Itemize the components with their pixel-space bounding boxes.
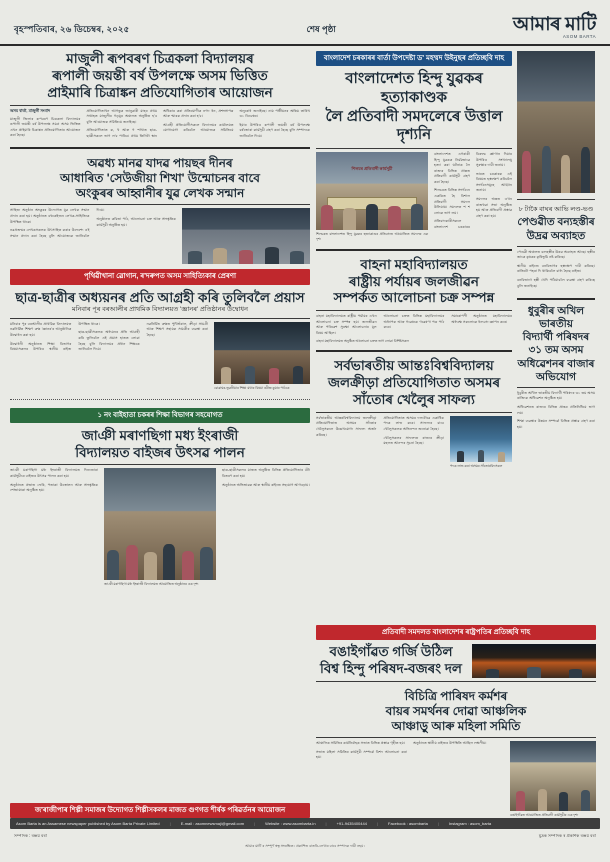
photo-figures (316, 194, 428, 230)
headline-line-1: মাজুলী ৰূপবৰণ চিত্ৰকলা বিদ্যালয়ৰ (66, 51, 254, 66)
paragraph: ইয়াৰ উপৰিও ৰূপালী জয়ন্তী বৰ্ষ উপলক্ষে বৰ্ষজোৰা কাৰ্যসূচী গ্ৰহণ কৰা হৈছে বুলি সম্পাদকে জানিবলৈ দিয়ে। (239, 122, 310, 138)
photo-protest-rally (316, 152, 428, 230)
figure (542, 146, 551, 193)
headline-line-1: ধুবুৰীৰ অখিল ভাৰতীয় (527, 305, 585, 331)
paragraph: সভাত মহিলা সমিতিৰ কাৰ্যসূচী সম্পৰ্কে বিশদ আলোচনা কৰা হয়। (316, 749, 407, 760)
figure (293, 366, 304, 384)
paragraph: অনুষ্ঠানত প্ৰভাত ফেৰি, পতাকা উত্তোলন আৰু সাংস্কৃতিক শোভাযাত্ৰা অনুষ্ঠিত হয়। (10, 482, 98, 493)
footer-printer-publisher: মুদ্ৰক সম্পাদক ৰ প্ৰকাশক ৰঞ্জয় বৰা (538, 833, 596, 838)
footer-contact-bar (10, 818, 600, 829)
figure (239, 250, 253, 265)
article-row (10, 322, 310, 391)
paragraph: বাহনা মহাবিদ্যালয়ত ৰাষ্ট্ৰীয় পৰ্যায়ৰ এখন আলোচনা চক্ৰ সম্পন্ন হয়। জলজীৱন আৰু পৰিৱেশ সুৰক্ষা আলোচনাৰ মূল বিষয় আছিল। (316, 314, 377, 335)
article-body (517, 391, 595, 430)
divider-dot: | (169, 821, 171, 826)
headline-line-2: লৈ প্ৰতিবাদী সমদলেৰে উত্তাল দৃশ্যনি (325, 107, 503, 144)
figure (581, 147, 590, 193)
paragraph: নৱপ্ৰজন্মৰ লেখকসকলক উৎসাহিত কৰাৰ উদ্দেশ্যে এই সন্মান প্ৰদান কৰা হৈছে বুলি আয়োজকে জানিবলৈ দিয়ে। (10, 208, 105, 238)
headline: ছাত্ৰ-ছাত্ৰীৰ অধ্যয়নৰ প্ৰতি আগ্ৰহী কৰি তুলিবলৈ প্ৰয়াস (15, 289, 305, 305)
paragraph: সমাৰোপণী অনুষ্ঠানত মহাবিদ্যালয়ৰ অধ্যক্ষে সকলোকে ধন্যবাদ জ্ঞাপন কৰে। (451, 314, 512, 324)
paragraph: স্থানীয় ৰাইজে বনবিভাগৰ হস্তক্ষেপ দাবী কৰিছে। ৰাতিটো পহৰা দি থাকিবলৈ বাধ্য হৈছে ৰাইজ। (517, 263, 595, 274)
footer-imprint (10, 829, 600, 840)
paragraph: প্ৰতিযোগিতাত অসমৰ দলটোৱে একাধিক পদক লাভ কৰে। সাফল্যৰ বাবে খেলুৈসকলক অভিনন্দন জনোৱা হৈছে। (383, 415, 444, 432)
figure (163, 544, 175, 580)
figure (265, 247, 279, 264)
headline-line-3: সম্পৰ্কত আলোচনা চক্ৰ সম্পন্ন (333, 290, 495, 306)
headline-line-2: উদ্ৰৱ অব্যাহত (526, 229, 586, 242)
divider (316, 350, 512, 352)
photo-caption: পদক লাভ কৰা অসমৰ সাঁতোৰবিদসকল (450, 463, 503, 468)
publication-date: বৃহস্পতিবাৰ, ২৬ ডিচেম্বৰ, ২০২৫ (14, 24, 130, 34)
paragraph: মনিবাৰ পূৰ বৰআলীৰ প্ৰাথমিক বিদ্যালয়ত নৱনিৰ্মিত শিক্ষণ কক্ষ 'জ্ঞানৰ'ৰ আনুষ্ঠানিক উদ্বোধন কৰা হয়। (10, 321, 72, 337)
headline-line-3: সাঁতোৰ খেলুৈৰ সাফল্য (353, 392, 475, 408)
kicker: ৮ টাকৈ বাঘৰ আভি লণ্ড-ভণ্ড (518, 206, 594, 213)
right-side-column (517, 51, 595, 621)
divider (10, 105, 310, 106)
paragraph: ভাৰত চৰকাৰক এই বিষয়ত হস্তক্ষেপ কৰিবলৈ সংগঠনসমূহে আহ্বান জনায়। (476, 171, 512, 193)
photo-swimmers (450, 416, 512, 462)
paragraph: শিলচৰত বিভিন্ন সংগঠনে একত্ৰিত হৈ বিশাল প্ৰতিবাদী সমদল উলিয়ায়। সমদলত শ শ লোকে ভাগ লয়। (434, 188, 470, 215)
headline-line-1: অৱধ্য মানৱ যাদৱ পায়ছৰ দীনৰ (87, 156, 233, 171)
paragraph: অধিৱেশনত ৰাজ্যৰ বিভিন্ন প্ৰান্তৰ প্ৰতিনিধিয়ে ভাগ লয়। (517, 404, 595, 415)
photo-caption: বাহনা মহাবিদ্যালয়ত অনুষ্ঠিত আলোচনা চক্ৰত ভাগ লোৱা বিশিষ্টসকল (316, 338, 409, 343)
article-body (10, 109, 310, 140)
paragraph: সাহিত্য অনুষ্ঠান অংকুৰৰ উদ্যোগত যুৱ লেখক সন্মান প্ৰদান কৰা হয়। অনুষ্ঠানত বহুকেইজন লেখক-সাহিত্যিক উপস্থিত থাকে। (10, 208, 90, 224)
paragraph: বাংলাদেশত এগৰাকী হিন্দু যুৱকক নিৰ্মমভাৱে হত্যা কৰা ঘটনাক লৈ ৰাজ্যৰ বিভিন্ন প্ৰান্তত প্ৰতিবাদী কাৰ্যসূচী গ্ৰহণ কৰা হৈছে। (434, 152, 470, 184)
article-body-left (10, 468, 98, 587)
footer-editor: সম্পাদক : ৰঞ্জয় বৰা (14, 833, 47, 838)
paragraph: শিক্ষা ব্যৱস্থাৰ উন্নয়ন সম্পৰ্কে বিভিন্ন প্ৰস্তাৱ গ্ৰহণ কৰা হয়। (517, 419, 595, 429)
banner-education-dept: ১ নং বাইহাতা চকৰৰ শিক্ষা বিভাগৰ সহযোগত (10, 408, 310, 423)
photo-caption: শিলচৰত বাংলাদেশত হিন্দু যুৱকৰ হত্যাকাণ্ডৰ প্ৰতিবাদত আয়োজিত সমদলৰ এক দৃশ্য (316, 232, 428, 241)
divider (517, 298, 595, 300)
right-main (316, 51, 512, 621)
figure (478, 450, 485, 462)
headline-line-2: বিদ্যালয়ত বাইজৰ উৎসৱ পালন (75, 444, 245, 460)
article-row (316, 416, 512, 469)
divider (10, 204, 310, 205)
photo-block (510, 741, 596, 818)
headline-line-1: বাংলাদেশত হিন্দু যুৱকৰ হত্যাকাণ্ডক (345, 70, 483, 106)
figure (486, 669, 500, 679)
article-regional-committee (316, 689, 596, 818)
paragraph: উদ্বোধনী অনুষ্ঠানত শিক্ষা বিভাগৰ বিষয়াসকলৰ উপৰিও স্থানীয় ৰাইজ উপস্থিত থাকে। (10, 321, 100, 352)
photo-banner-text: শিলচৰ প্ৰতিবাদী কাৰ্যসূচী (351, 166, 393, 172)
subheadline: মনিবাৰ পূৰ বৰআলীৰ প্ৰাথমিক বিদ্যালয়ত 'জ্ঞানৰ' প্ৰতিষ্ঠানৰ উদ্বোধন (72, 306, 248, 314)
photo-caption: জাঞী মৰাণছিগা মধ্য ইংৰাজী বিদ্যালয়ত আয়োজিত অনুষ্ঠানৰ এক দৃশ্য (104, 582, 199, 587)
spacer (10, 592, 310, 798)
paragraph: ধুবুৰীত অখিল ভাৰতীয় বিদ্যাৰ্থী পৰিষদৰ ৩১ তম অসম ৰাজ্যিক অধিৱেশন অনুষ্ঠিত হয়। (517, 390, 595, 401)
divider (316, 148, 512, 149)
paragraph: পেণ্ডৱী অঞ্চলত বন্যহস্তীৰ উদ্ৰৱ অব্যাহত আছে। হস্তীৰ জাকে কৃষকৰ কৃষিভূমি নষ্ট কৰিছে। (517, 249, 595, 260)
figure (221, 367, 232, 384)
article-body (517, 250, 595, 289)
figure (366, 204, 378, 231)
paragraph: প্ৰতিবাদকাৰীসকলে বাংলাদেশ চৰকাৰৰ বিৰুদ্ধে শ্লোগান দিয়াৰ উপৰিও সংখ্যালঘু সুৰক্ষাৰ দাবী জনায়। (434, 152, 512, 229)
footer-phone: +91-9435400444 (336, 821, 367, 826)
divider (316, 310, 512, 311)
divider-dot: | (325, 821, 327, 826)
photo-block (182, 208, 310, 264)
article-body (10, 468, 98, 493)
photo-figures (104, 529, 216, 581)
article-body (10, 322, 208, 391)
figure (388, 206, 400, 230)
headline-line-1: জাঞী মৰাণছিগা মধ্য ইংৰাজী (81, 427, 239, 443)
right-column (316, 51, 596, 818)
divider (316, 681, 596, 682)
left-column (10, 51, 310, 818)
divider (10, 464, 310, 465)
right-split (316, 51, 596, 621)
article-gyanar-launch (10, 290, 310, 391)
divider-dot: | (376, 821, 379, 826)
headline-line-1: বঙাইগাঁৱত গৰ্জি উঠিল (329, 644, 453, 660)
footer-publisher-note: Asom Barta is an Assamese newspaper published by Asom Barta Private Limited (16, 821, 160, 826)
figure (343, 208, 355, 230)
divider (10, 318, 310, 319)
photo-figures (517, 128, 595, 193)
headline-line-2: ৰূপালী জয়ন্তী বৰ্ষ উপলক্ষে অসম ভিত্তিত (52, 67, 268, 83)
article-jangi-school-festival (10, 428, 310, 588)
figure (411, 204, 423, 230)
paragraph: অনুষ্ঠানত অভিভাৱক আৰু স্থানীয় ৰাইজে সহযোগ আগবঢ়ায়। (222, 482, 310, 487)
figure (498, 452, 505, 462)
article-row (316, 152, 512, 242)
divider (10, 147, 310, 149)
photo-figures (182, 239, 310, 265)
figure (457, 451, 464, 462)
photo-protest-crowd (517, 51, 595, 193)
headline-line-3: অংকুৰৰ আহ্বানীৰ যুৱ লেখক সন্মান (75, 186, 245, 201)
banner-effigy-burning: প্ৰতিবাদী সমদলত বাংলাদেশৰ ৰাষ্ট্ৰপতিৰ প্ৰতিচ্ছবি দাহ (316, 625, 596, 640)
article-body (434, 152, 512, 242)
photo-school-celebration (104, 468, 216, 580)
paragraph: নৱনিৰ্মিত কক্ষত পুথিভঁৰাল, ক্ৰীড়া সামগ্ৰী আৰু শিক্ষণ সহায়ক সামগ্ৰীৰ ব্যৱস্থা কৰা হৈছে। (146, 321, 208, 337)
article-row (10, 468, 310, 587)
figure (522, 151, 531, 193)
headline-line-2: জলক্ৰীড়া প্ৰতিযোগিতাত অসমৰ (327, 375, 501, 391)
headline-line-3: অধিৱেশনৰ বাজাৰ অভিযোগ (517, 357, 595, 383)
headline-line-1: বিচিত্ৰি পাৰিষদ কৰ্মশৰ (404, 689, 508, 704)
article-bongaigaon-vhp (316, 644, 596, 685)
paragraph: বনবিভাগে হস্তী খেদি পঠিয়াবলৈ ব্যৱস্থা গ্ৰহণ কৰিছে বুলি জনাইছে। (517, 277, 595, 288)
photo-figures (450, 441, 512, 462)
footer-facebook[interactable]: Facebook : asombarta (388, 821, 428, 826)
divider-dot: | (437, 821, 439, 826)
article-body (316, 416, 444, 469)
divider (517, 387, 595, 388)
page-label: শেষ পৃষ্ঠা (306, 24, 336, 34)
headline-line-2: বিশ্ব হিন্দু পৰিষদ-বজৰং দল (320, 661, 462, 677)
paragraph: প্ৰতিযোগিতাখন আগন্তুক জানুৱাৰী মাহৰ প্ৰথম সপ্তাহত মাজুলীৰ গড়মূৰ অঞ্চলত অনুষ্ঠিত হ'ব বুলি আয়োজক সমিতিয়ে জনাইছে। (86, 108, 157, 124)
banner-bangladesh-advisor: বাংলাদেশ চৰকাৰৰ বাৰ্তা উপদেষ্টা ড' মহম্মদ উইনুছৰ প্ৰতিচ্ছবি দাহ (316, 51, 512, 66)
article-row (316, 644, 596, 678)
figure (581, 790, 590, 811)
figure (213, 248, 227, 264)
figure (245, 366, 256, 384)
headline-block (316, 644, 466, 678)
divider (517, 246, 595, 247)
figure (561, 155, 570, 193)
article-body (316, 314, 512, 336)
figure (538, 789, 547, 812)
article-bangladesh-protest (316, 70, 512, 242)
figure (144, 552, 156, 581)
figure (559, 792, 568, 811)
article-body (316, 741, 504, 818)
photo-block (214, 322, 310, 391)
headline-line-3: আঞ্চাড়ু আৰু মহিলা সমিতি (391, 719, 521, 734)
figure (107, 550, 119, 581)
photo-block (316, 152, 428, 242)
paragraph: মাজুলী জিলাৰ ৰূপবৰণ চিত্ৰকলা বিদ্যালয়ৰ ৰূপালী জয়ন্তী বৰ্ষ উপলক্ষে সমগ্ৰ অসম ভিত্তিত এখন প্ৰাইমাৰি চিত্ৰাঙ্কন প্ৰতিযোগিতাৰ আয়োজন কৰা হৈছে। (10, 116, 81, 138)
figure (569, 669, 583, 678)
newspaper-title: আমাৰ মাটি (512, 14, 596, 35)
paragraph: সমদলৰ অন্তত এখন ৰাজহুৱা সভা অনুষ্ঠিত হয় আৰু প্ৰতিবাদী প্ৰস্তাৱ গ্ৰহণ কৰা হয়। (476, 197, 512, 218)
headline-line-2: বিদ্যাৰ্থী পৰিষদৰ ৩১ তম অসম (522, 331, 590, 357)
headline-line-2: আধাৰিত 'সেউজীয়া শিখা' উন্মোচনৰ বাবে (60, 171, 260, 186)
figure (527, 667, 541, 678)
byline: অসম বাৰ্তা, মাজুলী সংবাদ (10, 108, 50, 113)
banner-slogan: পৃথিৱীখানা স্লোগান, ৰ'দৰুপত অসম সাহিত্যিকাৰ প্ৰেৰণা (10, 269, 310, 284)
headline-line-2: ৰাষ্ট্ৰীয় পৰ্যায়ৰ জলজীৱন (349, 273, 479, 289)
headline-line-2: বায়ৰ সমৰ্থনৰ দোৱা আঞ্চলিক (385, 704, 527, 719)
newspaper-title-roman: ASOM BARTA (562, 34, 596, 39)
paragraph: জাঞী মৰাণছিগা মধ্য ইংৰাজী বিদ্যালয়ত দিনজোৰা কাৰ্যসূচীৰে বাইজৰ উৎসৱ পালন কৰা হয়। (10, 468, 98, 479)
article-youth-writer-award (10, 156, 310, 264)
article-body (10, 208, 176, 264)
paragraph: আগ্ৰহী প্ৰতিযোগীসকলে বিদ্যালয়ৰ কাৰ্যালয়ত যোগাযোগ কৰিবলৈ আয়োজক সমিতিয়ে অনুৰোধ জনাইছে। নাম পঞ্জীয়নৰ অন্তিম তাৰিখ ৩১ ডিচেম্বৰ। (163, 108, 310, 133)
divider (10, 399, 310, 400)
paragraph: আঞ্চলিক সমিতিৰ কাৰ্যনিৰ্বাহক সভাত বিভিন্ন প্ৰস্তাৱ গৃহীত হয়। (316, 741, 405, 746)
photo-figures (214, 355, 310, 384)
paragraph: সৰ্বভাৰতীয় আন্তঃবিশ্ববিদ্যালয় জলক্ৰীড়া প্ৰতিযোগিতাত অসমৰ সাঁতোৰ খেলুৈসকলে উল্লেখযোগ্য সাফল্য অৰ্জন কৰিছে। (316, 415, 377, 437)
page-footer (0, 818, 610, 862)
article-bahana-college-seminar (316, 257, 512, 344)
figure (516, 791, 525, 811)
paragraph: আলোচনা চক্ৰত বিভিন্ন মহাবিদ্যালয়ৰ অধ্যাপক আৰু গৱেষকে গৱেষণা পত্ৰ পাঠ কৰে। (383, 314, 445, 330)
figure (290, 251, 304, 265)
photo-figures (510, 779, 596, 811)
footer-website[interactable]: Website : www.asombarta.in (265, 821, 316, 826)
article-body (222, 468, 310, 488)
paragraph: অনুষ্ঠানত স্থানীয় ৰাইজৰ উপস্থিতি আছিল লক্ষণীয়। (413, 741, 487, 746)
photo-block (472, 644, 596, 678)
banner-artist-society: জ'ৰাজীপাৰ শিল্পী সমাজৰ উদ্যোগত শিল্পীসকলৰ মাজত গুণগত শীৰ্ষক পৰিৱৰ্তনৰ আয়োজন (10, 803, 310, 818)
divider (316, 737, 596, 738)
paragraph: ছাত্ৰ-ছাত্ৰীসকলৰ মাজত অনুষ্ঠিত বিভিন্ন প্ৰতিযোগিতাৰ বঁটা বিতৰণ কৰা হয়। (222, 468, 310, 479)
masthead-logo (513, 15, 596, 40)
figure (126, 545, 138, 580)
divider (517, 199, 595, 200)
headline-line-1: পেণ্ডৱীত বন্যহস্তীৰ (517, 216, 595, 229)
figure (188, 251, 202, 264)
article-inter-university-swimming (316, 358, 512, 468)
figure (321, 205, 333, 230)
photo-award-ceremony (182, 208, 310, 264)
divider (316, 412, 512, 413)
divider (316, 249, 512, 251)
headline-line-1: বাহনা মহাবিদ্যালয়ত (360, 256, 468, 272)
page-body (0, 46, 610, 818)
footer-copyright: আমাৰ মাটি ৰ সম্পূৰ্ণ স্বত্ব সংৰক্ষিত ৷ প্ৰকাশিত বাতৰি-লেখাৰ বাবে সম্পাদক দায়ী নহয় ৷ (245, 844, 365, 848)
photo-committee-members (510, 741, 596, 811)
article-row (10, 208, 310, 264)
footer-instagram[interactable]: Instagram : asom_barta (448, 821, 492, 826)
headline-line-1: সৰ্বভাৰতীয় আন্তঃবিশ্ববিদ্যালয় (334, 358, 494, 374)
article-abvp-session (517, 305, 595, 433)
article-row (316, 741, 596, 818)
photo-figures (472, 663, 596, 679)
photo-caption: বোৱাঘৰ-ভূৱনীয়াৰ শিক্ষা যথাৰ বিষয়া ৰবীন্দ্ৰ কুমাৰ পাঠকে (214, 385, 290, 390)
divider-dot: | (254, 821, 256, 826)
paragraph: প্ৰতিযোগিতাত ক, খ আৰু গ শাখাত ছাত্ৰ-ছাত্ৰীসকলে ভাগ ল'ব পাৰিব। প্ৰথম তিনিটা স্থান অধিকাৰ কৰা প্ৰতিযোগীক নগদ ধন, প্ৰশংসাপত্ৰ আৰু স্মাৰক প্ৰদান কৰা হ'ব। (86, 108, 234, 138)
figure (182, 551, 194, 581)
figure (269, 368, 280, 384)
photo-school-inauguration (214, 322, 310, 384)
article-majuli-art-school (10, 51, 310, 139)
photo-block (450, 416, 512, 469)
figure (200, 547, 212, 580)
photo-night-protest (472, 644, 596, 678)
article-elephant-menace (517, 206, 595, 292)
headline-line-3: প্ৰাইমাৰি চিত্ৰাঙ্কন প্ৰতিযোগিতাৰ আয়োজন (47, 84, 273, 100)
footer-email[interactable]: E-mail : asomnewsmaji@gmail.com (180, 821, 245, 826)
masthead (0, 0, 610, 46)
paragraph: অনুষ্ঠানত কবিতা পাঠ, আলোচনা চক্ৰ আৰু সাংস্কৃতিক কাৰ্যসূচী অনুষ্ঠিত হয়। (96, 217, 176, 227)
photo-caption: বঙাইগাঁৱত আয়োজিত প্ৰতিবাদী কাৰ্যসূচীৰ এক দৃশ্য (510, 813, 579, 818)
paragraph: ছাত্ৰ-ছাত্ৰীসকলক অধ্যয়নৰ প্ৰতি আগ্ৰহী কৰি তুলিবলৈ এই প্ৰয়াস হাতত লোৱা হৈছে বুলি বিদ্যালয়ৰ প্ৰধান শিক্ষকে জানিবলৈ দিয়ে। (78, 330, 140, 352)
photo-block (104, 468, 216, 587)
article-body-right (222, 468, 310, 587)
paragraph: খেলুৈসকলৰ সাফল্যত ৰাজ্যৰ ক্ৰীড়া মহলত আনন্দৰ সূচনা হৈছে। (383, 435, 444, 446)
